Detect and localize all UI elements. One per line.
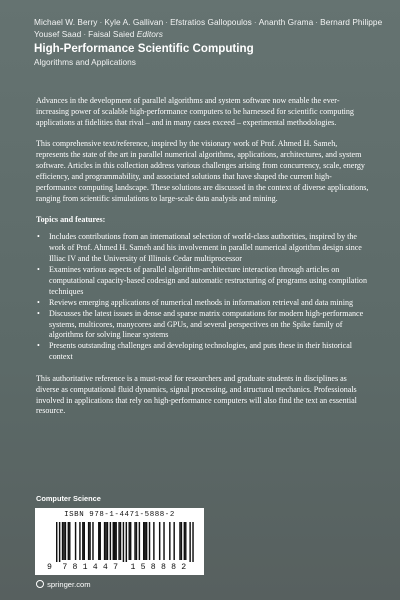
barcode-digit: 7 — [62, 563, 68, 572]
barcode-bar — [159, 522, 160, 560]
barcode-bar — [185, 522, 186, 560]
barcode-digits — [35, 564, 204, 574]
barcode-bars — [44, 522, 196, 562]
barcode-bar — [130, 522, 131, 560]
feature-item: • Discusses the latest issues in dense and sparse matrix computations for modern high-performance systems, multicores, manycores and GPUs, and several perspectives on the Spike family of algorithms for solving linear systems — [36, 309, 369, 342]
isbn-label: ISBN 978-1-4471-5888-2 — [64, 511, 175, 519]
barcode-bar — [98, 522, 99, 560]
book-subtitle: Algorithms and Applications — [34, 57, 136, 67]
intro-paragraph: Advances in the development of parallel algorithms and system software now enable the ever-increasing power of scalable high-performance computers to be harnessed for scientific computing applications at fidelities that rival – and in many cases exceed – experimental methodologies. — [36, 96, 354, 127]
closing-paragraph: This authoritative reference is a must-read for researchers and graduate students in disciplines as diverse as computational fluid dynamics, signal processing, and structural mechanics. Professionals involved in applications that rely on high-performance computers will also find the text an essential resource. — [36, 373, 357, 416]
barcode-bar — [84, 522, 85, 560]
barcode-bar — [179, 522, 180, 560]
barcode-digit: 8 — [171, 563, 177, 572]
barcode-bar — [149, 522, 150, 560]
barcode-bar — [89, 522, 90, 560]
features-list — [36, 232, 369, 363]
barcode-bar — [181, 522, 182, 560]
barcode-bar — [126, 522, 127, 562]
barcode-bar — [173, 522, 174, 560]
feature-item: • Includes contributions from an international selection of world-class authorities, inspired by the work of Prof. Ahmed H. Sameh and his involvement in parallel numerical algorithm design since Illiac IV and the University of Illinois Cedar multiprocessor — [36, 232, 369, 265]
barcode-bar — [115, 522, 116, 560]
barcode-digit: 8 — [161, 563, 166, 572]
barcode-bar — [118, 522, 119, 560]
barcode-bar — [68, 522, 69, 560]
barcode-bar — [79, 522, 80, 560]
barcode-bar — [189, 522, 190, 562]
barcode-digit: 4 — [92, 563, 98, 572]
barcode-bar — [120, 522, 121, 560]
barcode-bar — [146, 522, 147, 560]
barcode-bar — [113, 522, 114, 560]
barcode-bar — [75, 522, 76, 560]
editor-name: Bernard Philippe — [320, 17, 383, 27]
publisher-website[interactable] — [36, 579, 91, 589]
barcode-bar — [114, 522, 115, 560]
editor-name: Kyle A. Gallivan — [104, 17, 164, 27]
barcode-digit: 8 — [72, 563, 78, 572]
barcode-bar — [163, 522, 164, 560]
editor-list: Michael W. Berry · Kyle A. Gallivan · Efstratios Gallopoulos · Ananth Grama · Bernard Philippe Yousef Saad · Faisal Saied Editors — [34, 17, 383, 39]
editor-name: Michael W. Berry — [34, 17, 98, 27]
barcode-block — [35, 508, 204, 575]
editors-role: Editors — [136, 29, 163, 39]
barcode-digit: 9 — [47, 563, 52, 572]
barcode-digit: 2 — [181, 563, 187, 572]
editor-name: Yousef Saad — [34, 29, 82, 39]
barcode-bar — [134, 522, 135, 560]
barcode-digit: 1 — [82, 563, 88, 572]
barcode-bar — [110, 522, 111, 560]
subject-category: Computer Science — [36, 494, 101, 503]
website-text: springer.com — [47, 580, 91, 589]
feature-item: • Presents outstanding challenges and developing technologies, and puts these in their historical context — [36, 341, 369, 363]
barcode-bar — [92, 522, 93, 560]
barcode-bar — [88, 522, 89, 560]
barcode-bar — [56, 522, 57, 562]
barcode-bar — [65, 522, 66, 560]
barcode-digit: 1 — [130, 563, 136, 572]
barcode-bar — [82, 522, 83, 560]
barcode-bar — [62, 522, 63, 560]
barcode-bar — [107, 522, 108, 560]
barcode-bar — [143, 522, 144, 560]
editor-name: Ananth Grama — [258, 17, 314, 27]
overview-paragraph: This comprehensive text/reference, inspired by the visionary work of Prof. Ahmed H. Sameh, represents the state of the art in parallel numerical algorithms, applications, architectures, and system software. Articles in this collection address various challenges arising from concurrency, scale, energy efficiency, and programmability, and associated solutions that have shaped the current high-performance computing landscape. These solutions are discussed in the context of diverse applications, ranging from scientific simulations to large-scale data analysis and mining. — [36, 139, 369, 203]
barcode-bar — [63, 522, 64, 560]
barcode-bar — [59, 522, 60, 562]
feature-item: • Examines various aspects of parallel algorithm-architecture interaction through articles on computational capacity-based codesign and automatic restructuring of programs using compilation techniques — [36, 265, 369, 298]
barcode-digit: 7 — [113, 563, 119, 572]
blurb — [36, 96, 369, 417]
barcode-bar — [184, 522, 185, 560]
barcode-bar — [169, 522, 170, 560]
barcode-bar — [144, 522, 145, 560]
barcode-bar — [153, 522, 154, 560]
features-heading: Topics and features: — [36, 215, 106, 225]
barcode-digit: 8 — [150, 563, 156, 572]
book-header — [34, 16, 384, 68]
barcode-bar — [100, 522, 101, 560]
editor-name: Efstratios Gallopoulos — [170, 17, 252, 27]
barcode-digit: 5 — [140, 563, 146, 572]
barcode-bar — [192, 522, 193, 562]
barcode-bar — [136, 522, 137, 560]
globe-icon — [36, 580, 44, 588]
editor-name: Faisal Saied — [88, 29, 135, 39]
barcode-digit: 4 — [102, 563, 108, 572]
feature-item: • Reviews emerging applications of numerical methods in information retrieval and data mining — [36, 298, 369, 309]
barcode-bar — [129, 522, 130, 560]
barcode-bar — [105, 522, 106, 560]
barcode-bar — [69, 522, 70, 560]
barcode-bar — [139, 522, 140, 560]
barcode-bar — [123, 522, 124, 562]
barcode-bar — [104, 522, 105, 560]
book-title: High-Performance Scientific Computing — [34, 42, 254, 55]
